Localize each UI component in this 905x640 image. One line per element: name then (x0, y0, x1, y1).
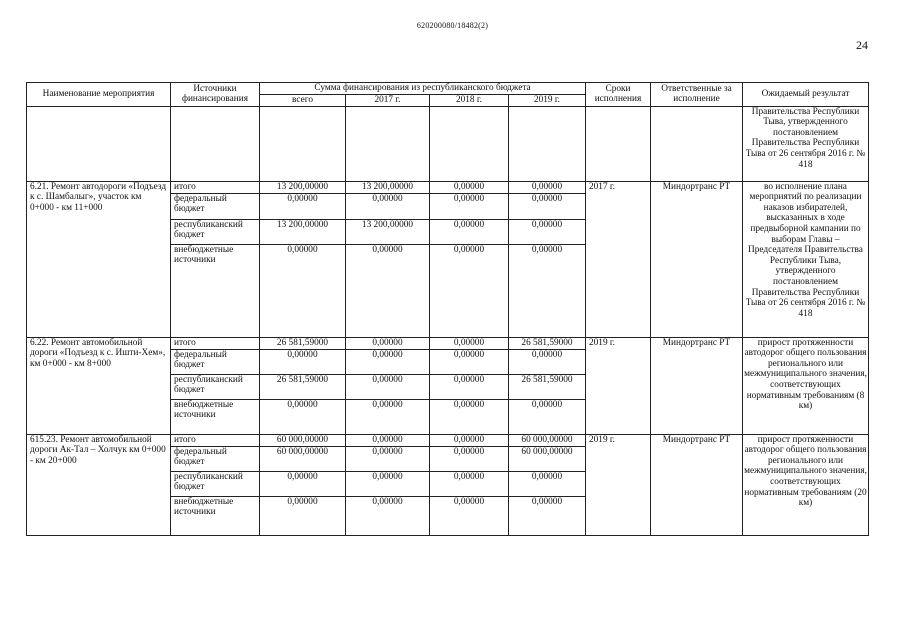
header-2019: 2019 г. (509, 95, 586, 107)
activity-responsible: Миндортранс РТ (651, 181, 743, 337)
header-2018: 2018 г. (430, 95, 509, 107)
value-2019: 26 581,59000 (509, 337, 586, 349)
value-2019: 0,00000 (509, 219, 586, 244)
source-label: итого (171, 337, 260, 349)
value-total: 13 200,00000 (260, 181, 346, 193)
value-2018: 0,00000 (430, 446, 509, 471)
value-total: 0,00000 (260, 399, 346, 434)
value-total: 0,00000 (260, 193, 346, 219)
value-2017: 0,00000 (346, 244, 430, 337)
activity-period: 2019 г. (586, 337, 651, 434)
continuation-row (27, 106, 869, 181)
page-number: 24 (856, 38, 868, 52)
value-2018: 0,00000 (430, 193, 509, 219)
value-total: 60 000,00000 (260, 446, 346, 471)
header-total: всего (260, 95, 346, 107)
value-2018: 0,00000 (430, 337, 509, 349)
source-label: федеральный бюджет (171, 349, 260, 374)
value-2017: 0,00000 (346, 446, 430, 471)
value-2019: 0,00000 (509, 181, 586, 193)
value-2018: 0,00000 (430, 496, 509, 535)
activity-responsible: Миндортранс РТ (651, 434, 743, 535)
value-2018: 0,00000 (430, 471, 509, 496)
value-2017: 13 200,00000 (346, 181, 430, 193)
value-2019: 60 000,00000 (509, 446, 586, 471)
activity-responsible: Миндортранс РТ (651, 337, 743, 434)
value-2018: 0,00000 (430, 219, 509, 244)
header-sum-group: Сумма финансирования из республиканского бюджета (260, 83, 586, 95)
activity-period: 2019 г. (586, 434, 651, 535)
value-total: 60 000,00000 (260, 434, 346, 446)
activity-name: 6.22. Ремонт автомобильной дороги «Подъезд к с. Ишти-Хем», км 0+000 - км 8+000 (27, 337, 171, 434)
value-2017: 0,00000 (346, 337, 430, 349)
value-2017: 0,00000 (346, 374, 430, 399)
source-label: итого (171, 434, 260, 446)
value-2017: 0,00000 (346, 434, 430, 446)
source-label: итого (171, 181, 260, 193)
header-responsible: Ответственные за исполнение (651, 83, 743, 107)
activity-result: прирост протяженности автодорог общего пользования регионального или межмуниципального значения, соответствующих нормативным требованиям (20 км) (743, 434, 869, 535)
header-name: Наименование мероприятия (27, 83, 171, 107)
document-id: 620200080/18482(2) (416, 21, 489, 30)
value-2018: 0,00000 (430, 434, 509, 446)
value-2018: 0,00000 (430, 244, 509, 337)
value-total: 26 581,59000 (260, 374, 346, 399)
value-2017: 0,00000 (346, 349, 430, 374)
table-row (27, 337, 869, 349)
value-2018: 0,00000 (430, 181, 509, 193)
value-2019: 0,00000 (509, 399, 586, 434)
activity-name: 6.21. Ремонт автодороги «Подъезд к с. Шамбалыг», участок км 0+000 - км 11+000 (27, 181, 171, 337)
source-label: республиканский бюджет (171, 219, 260, 244)
value-total: 0,00000 (260, 349, 346, 374)
source-label: республиканский бюджет (171, 374, 260, 399)
value-total: 13 200,00000 (260, 219, 346, 244)
value-2017: 0,00000 (346, 399, 430, 434)
value-2017: 0,00000 (346, 471, 430, 496)
activity-name: 615.23. Ремонт автомобильной дороги Ак-Тал – Холчук км 0+000 - км 20+000 (27, 434, 171, 535)
value-2019: 0,00000 (509, 349, 586, 374)
source-label: федеральный бюджет (171, 193, 260, 219)
header-result: Ожидаемый результат (743, 83, 869, 107)
financing-table (26, 82, 869, 536)
value-2017: 0,00000 (346, 496, 430, 535)
source-label: внебюджетные источники (171, 496, 260, 535)
value-2019: 0,00000 (509, 244, 586, 337)
value-total: 26 581,59000 (260, 337, 346, 349)
source-label: федеральный бюджет (171, 446, 260, 471)
value-2019: 0,00000 (509, 496, 586, 535)
value-total: 0,00000 (260, 471, 346, 496)
activity-result: прирост протяженности автодорог общего пользования регионального или межмуниципального значения, соответствующих нормативным требованиям (8 км) (743, 337, 869, 434)
table-body (27, 106, 869, 535)
value-2017: 13 200,00000 (346, 219, 430, 244)
header-sources: Источники финансирования (171, 83, 260, 107)
source-label: внебюджетные источники (171, 399, 260, 434)
value-2018: 0,00000 (430, 374, 509, 399)
value-total: 0,00000 (260, 496, 346, 535)
header-period: Сроки исполнения (586, 83, 651, 107)
value-2018: 0,00000 (430, 349, 509, 374)
value-2018: 0,00000 (430, 399, 509, 434)
value-2017: 0,00000 (346, 193, 430, 219)
continuation-result: Правительства Республики Тыва, утвержденного постановлением Правительства Республики Тыва от 26 сентября 2016 г. № 418 (743, 106, 869, 181)
value-2019: 0,00000 (509, 471, 586, 496)
activity-result: во исполнение плана мероприятий по реализации наказов избирателей, высказанных в ходе предвыборной кампании по выборам Главы – Председателя Правительства Республики Тыва, утвержденного постановлением Правительства Республики Тыва от 26 сентября 2016 г. № 418 (743, 181, 869, 337)
source-label: внебюджетные источники (171, 244, 260, 337)
value-total: 0,00000 (260, 244, 346, 337)
table-row (27, 181, 869, 193)
header-2017: 2017 г. (346, 95, 430, 107)
value-2019: 60 000,00000 (509, 434, 586, 446)
value-2019: 26 581,59000 (509, 374, 586, 399)
activity-period: 2017 г. (586, 181, 651, 337)
value-2019: 0,00000 (509, 193, 586, 219)
table-row (27, 434, 869, 446)
source-label: республиканский бюджет (171, 471, 260, 496)
